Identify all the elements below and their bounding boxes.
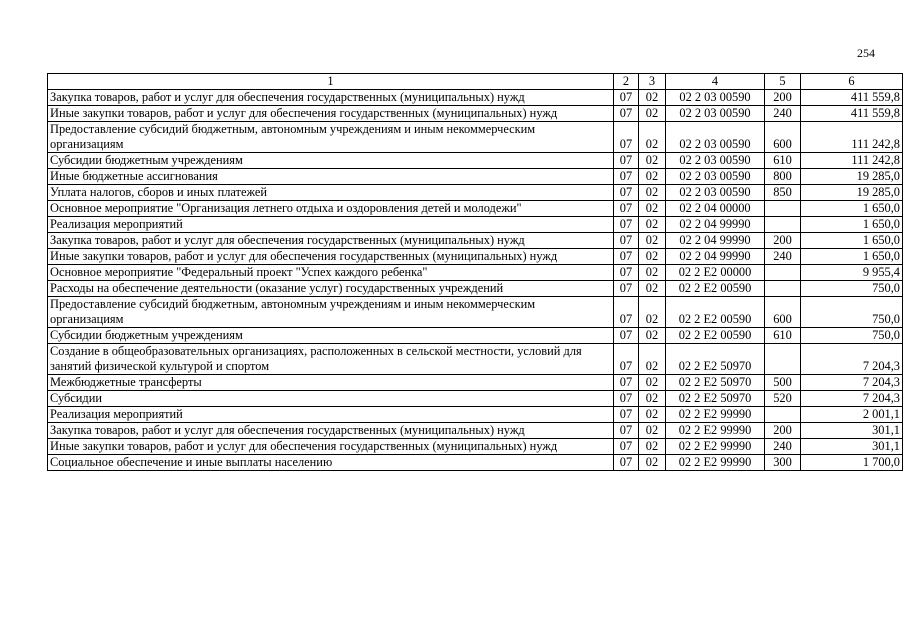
- table-row: [48, 90, 903, 106]
- row-amount-cell: 750,0: [801, 281, 903, 297]
- table-row: [48, 391, 903, 407]
- row-name-cell: Создание в общеобразовательных организациях, расположенных в сельской местности, условий для занятий физической культурой и спортом: [48, 344, 614, 375]
- row-name-cell: Иные закупки товаров, работ и услуг для обеспечения государственных (муниципальных) нужд: [48, 439, 614, 455]
- row-subsection-cell: 02: [639, 217, 666, 233]
- row-name-cell: Реализация мероприятий: [48, 407, 614, 423]
- row-section-cell: 07: [614, 90, 639, 106]
- row-expense-type-cell: [765, 281, 801, 297]
- row-expense-type-cell: [765, 201, 801, 217]
- table-row: [48, 153, 903, 169]
- row-target-article-cell: 02 2 03 00590: [666, 185, 765, 201]
- row-name-cell: Уплата налогов, сборов и иных платежей: [48, 185, 614, 201]
- row-name-cell: Субсидии: [48, 391, 614, 407]
- row-name-cell: Закупка товаров, работ и услуг для обеспечения государственных (муниципальных) нужд: [48, 233, 614, 249]
- row-section-cell: 07: [614, 455, 639, 471]
- row-expense-type-cell: 610: [765, 153, 801, 169]
- row-amount-cell: 750,0: [801, 297, 903, 328]
- row-expense-type-cell: 200: [765, 90, 801, 106]
- row-target-article-cell: 02 2 03 00590: [666, 106, 765, 122]
- row-expense-type-cell: 200: [765, 423, 801, 439]
- row-expense-type-cell: 300: [765, 455, 801, 471]
- row-section-cell: 07: [614, 391, 639, 407]
- row-section-cell: 07: [614, 375, 639, 391]
- row-target-article-cell: 02 2 04 00000: [666, 201, 765, 217]
- page-number: 254: [857, 46, 875, 60]
- row-subsection-cell: 02: [639, 249, 666, 265]
- row-name-cell: Реализация мероприятий: [48, 217, 614, 233]
- header-col-name: 1: [48, 74, 614, 90]
- row-expense-type-cell: [765, 344, 801, 375]
- row-section-cell: 07: [614, 423, 639, 439]
- row-name-cell: Предоставление субсидий бюджетным, автономным учреждениям и иным некоммерческим организациям: [48, 297, 614, 328]
- row-subsection-cell: 02: [639, 455, 666, 471]
- table-row: [48, 423, 903, 439]
- header-col-amount: 6: [801, 74, 903, 90]
- row-subsection-cell: 02: [639, 391, 666, 407]
- row-subsection-cell: 02: [639, 328, 666, 344]
- table-row: [48, 455, 903, 471]
- row-section-cell: 07: [614, 233, 639, 249]
- header-col-expense-type: 5: [765, 74, 801, 90]
- row-section-cell: 07: [614, 153, 639, 169]
- row-amount-cell: 1 650,0: [801, 233, 903, 249]
- row-target-article-cell: 02 2 E2 00590: [666, 328, 765, 344]
- row-section-cell: 07: [614, 106, 639, 122]
- row-subsection-cell: 02: [639, 344, 666, 375]
- row-section-cell: 07: [614, 201, 639, 217]
- row-target-article-cell: 02 2 E2 00590: [666, 281, 765, 297]
- row-amount-cell: 19 285,0: [801, 185, 903, 201]
- row-name-cell: Иные закупки товаров, работ и услуг для обеспечения государственных (муниципальных) нужд: [48, 249, 614, 265]
- row-name-cell: Основное мероприятие "Организация летнего отдыха и оздоровления детей и молодежи": [48, 201, 614, 217]
- row-section-cell: 07: [614, 407, 639, 423]
- row-expense-type-cell: 200: [765, 233, 801, 249]
- row-section-cell: 07: [614, 344, 639, 375]
- row-amount-cell: 111 242,8: [801, 153, 903, 169]
- row-amount-cell: 301,1: [801, 423, 903, 439]
- row-target-article-cell: 02 2 E2 00590: [666, 297, 765, 328]
- table-row: [48, 344, 903, 375]
- row-expense-type-cell: 500: [765, 375, 801, 391]
- row-name-cell: Социальное обеспечение и иные выплаты населению: [48, 455, 614, 471]
- table-row: [48, 233, 903, 249]
- table-row: [48, 407, 903, 423]
- table-row: [48, 375, 903, 391]
- row-name-cell: Межбюджетные трансферты: [48, 375, 614, 391]
- row-expense-type-cell: [765, 407, 801, 423]
- row-name-cell: Закупка товаров, работ и услуг для обеспечения государственных (муниципальных) нужд: [48, 423, 614, 439]
- row-section-cell: 07: [614, 439, 639, 455]
- header-col-target-article: 4: [666, 74, 765, 90]
- row-target-article-cell: 02 2 E2 99990: [666, 439, 765, 455]
- row-subsection-cell: 02: [639, 281, 666, 297]
- table-row: [48, 249, 903, 265]
- table-row: [48, 185, 903, 201]
- row-target-article-cell: 02 2 04 99990: [666, 249, 765, 265]
- row-target-article-cell: 02 2 E2 50970: [666, 375, 765, 391]
- table-row: [48, 122, 903, 153]
- row-amount-cell: 19 285,0: [801, 169, 903, 185]
- row-amount-cell: 2 001,1: [801, 407, 903, 423]
- row-expense-type-cell: 850: [765, 185, 801, 201]
- header-row: [48, 74, 903, 90]
- row-subsection-cell: 02: [639, 233, 666, 249]
- table-row: [48, 297, 903, 328]
- table-row: [48, 106, 903, 122]
- table-row: [48, 201, 903, 217]
- row-amount-cell: 7 204,3: [801, 344, 903, 375]
- row-amount-cell: 1 650,0: [801, 201, 903, 217]
- row-expense-type-cell: 610: [765, 328, 801, 344]
- header-col-subsection: 3: [639, 74, 666, 90]
- row-expense-type-cell: [765, 265, 801, 281]
- row-amount-cell: 411 559,8: [801, 90, 903, 106]
- row-target-article-cell: 02 2 03 00590: [666, 90, 765, 106]
- row-expense-type-cell: 600: [765, 122, 801, 153]
- row-section-cell: 07: [614, 281, 639, 297]
- row-section-cell: 07: [614, 265, 639, 281]
- table-row: [48, 169, 903, 185]
- row-subsection-cell: 02: [639, 423, 666, 439]
- row-section-cell: 07: [614, 328, 639, 344]
- row-expense-type-cell: 240: [765, 106, 801, 122]
- row-amount-cell: 7 204,3: [801, 375, 903, 391]
- table-row: [48, 281, 903, 297]
- row-name-cell: Иные бюджетные ассигнования: [48, 169, 614, 185]
- row-amount-cell: 750,0: [801, 328, 903, 344]
- row-expense-type-cell: 240: [765, 249, 801, 265]
- table-row: [48, 328, 903, 344]
- row-amount-cell: 411 559,8: [801, 106, 903, 122]
- row-target-article-cell: 02 2 E2 50970: [666, 344, 765, 375]
- row-subsection-cell: 02: [639, 106, 666, 122]
- header-col-section: 2: [614, 74, 639, 90]
- row-subsection-cell: 02: [639, 90, 666, 106]
- row-target-article-cell: 02 2 03 00590: [666, 169, 765, 185]
- row-expense-type-cell: 800: [765, 169, 801, 185]
- row-expense-type-cell: 600: [765, 297, 801, 328]
- row-subsection-cell: 02: [639, 185, 666, 201]
- row-subsection-cell: 02: [639, 169, 666, 185]
- row-name-cell: Субсидии бюджетным учреждениям: [48, 328, 614, 344]
- row-target-article-cell: 02 2 E2 99990: [666, 423, 765, 439]
- row-amount-cell: 301,1: [801, 439, 903, 455]
- row-name-cell: Предоставление субсидий бюджетным, автономным учреждениям и иным некоммерческим организациям: [48, 122, 614, 153]
- row-target-article-cell: 02 2 04 99990: [666, 217, 765, 233]
- table-row: [48, 265, 903, 281]
- row-amount-cell: 1 700,0: [801, 455, 903, 471]
- row-expense-type-cell: 520: [765, 391, 801, 407]
- row-target-article-cell: 02 2 03 00590: [666, 153, 765, 169]
- row-amount-cell: 7 204,3: [801, 391, 903, 407]
- row-target-article-cell: 02 2 E2 99990: [666, 407, 765, 423]
- row-name-cell: Иные закупки товаров, работ и услуг для обеспечения государственных (муниципальных) нужд: [48, 106, 614, 122]
- row-amount-cell: 1 650,0: [801, 217, 903, 233]
- row-subsection-cell: 02: [639, 201, 666, 217]
- row-amount-cell: 9 955,4: [801, 265, 903, 281]
- row-expense-type-cell: 240: [765, 439, 801, 455]
- row-section-cell: 07: [614, 249, 639, 265]
- row-subsection-cell: 02: [639, 297, 666, 328]
- row-subsection-cell: 02: [639, 407, 666, 423]
- row-subsection-cell: 02: [639, 153, 666, 169]
- row-name-cell: Субсидии бюджетным учреждениям: [48, 153, 614, 169]
- row-subsection-cell: 02: [639, 375, 666, 391]
- row-subsection-cell: 02: [639, 122, 666, 153]
- row-section-cell: 07: [614, 185, 639, 201]
- row-subsection-cell: 02: [639, 265, 666, 281]
- row-section-cell: 07: [614, 169, 639, 185]
- row-target-article-cell: 02 2 E2 00000: [666, 265, 765, 281]
- table-header: [48, 74, 903, 90]
- table-row: [48, 217, 903, 233]
- table-row: [48, 439, 903, 455]
- row-name-cell: Расходы на обеспечение деятельности (оказание услуг) государственных учреждений: [48, 281, 614, 297]
- table-body: [48, 90, 903, 471]
- row-target-article-cell: 02 2 E2 99990: [666, 455, 765, 471]
- row-name-cell: Закупка товаров, работ и услуг для обеспечения государственных (муниципальных) нужд: [48, 90, 614, 106]
- row-target-article-cell: 02 2 04 99990: [666, 233, 765, 249]
- row-section-cell: 07: [614, 217, 639, 233]
- row-section-cell: 07: [614, 122, 639, 153]
- row-name-cell: Основное мероприятие "Федеральный проект "Успех каждого ребенка": [48, 265, 614, 281]
- row-amount-cell: 111 242,8: [801, 122, 903, 153]
- budget-table: [47, 73, 903, 471]
- row-expense-type-cell: [765, 217, 801, 233]
- row-section-cell: 07: [614, 297, 639, 328]
- row-target-article-cell: 02 2 E2 50970: [666, 391, 765, 407]
- row-target-article-cell: 02 2 03 00590: [666, 122, 765, 153]
- row-amount-cell: 1 650,0: [801, 249, 903, 265]
- row-subsection-cell: 02: [639, 439, 666, 455]
